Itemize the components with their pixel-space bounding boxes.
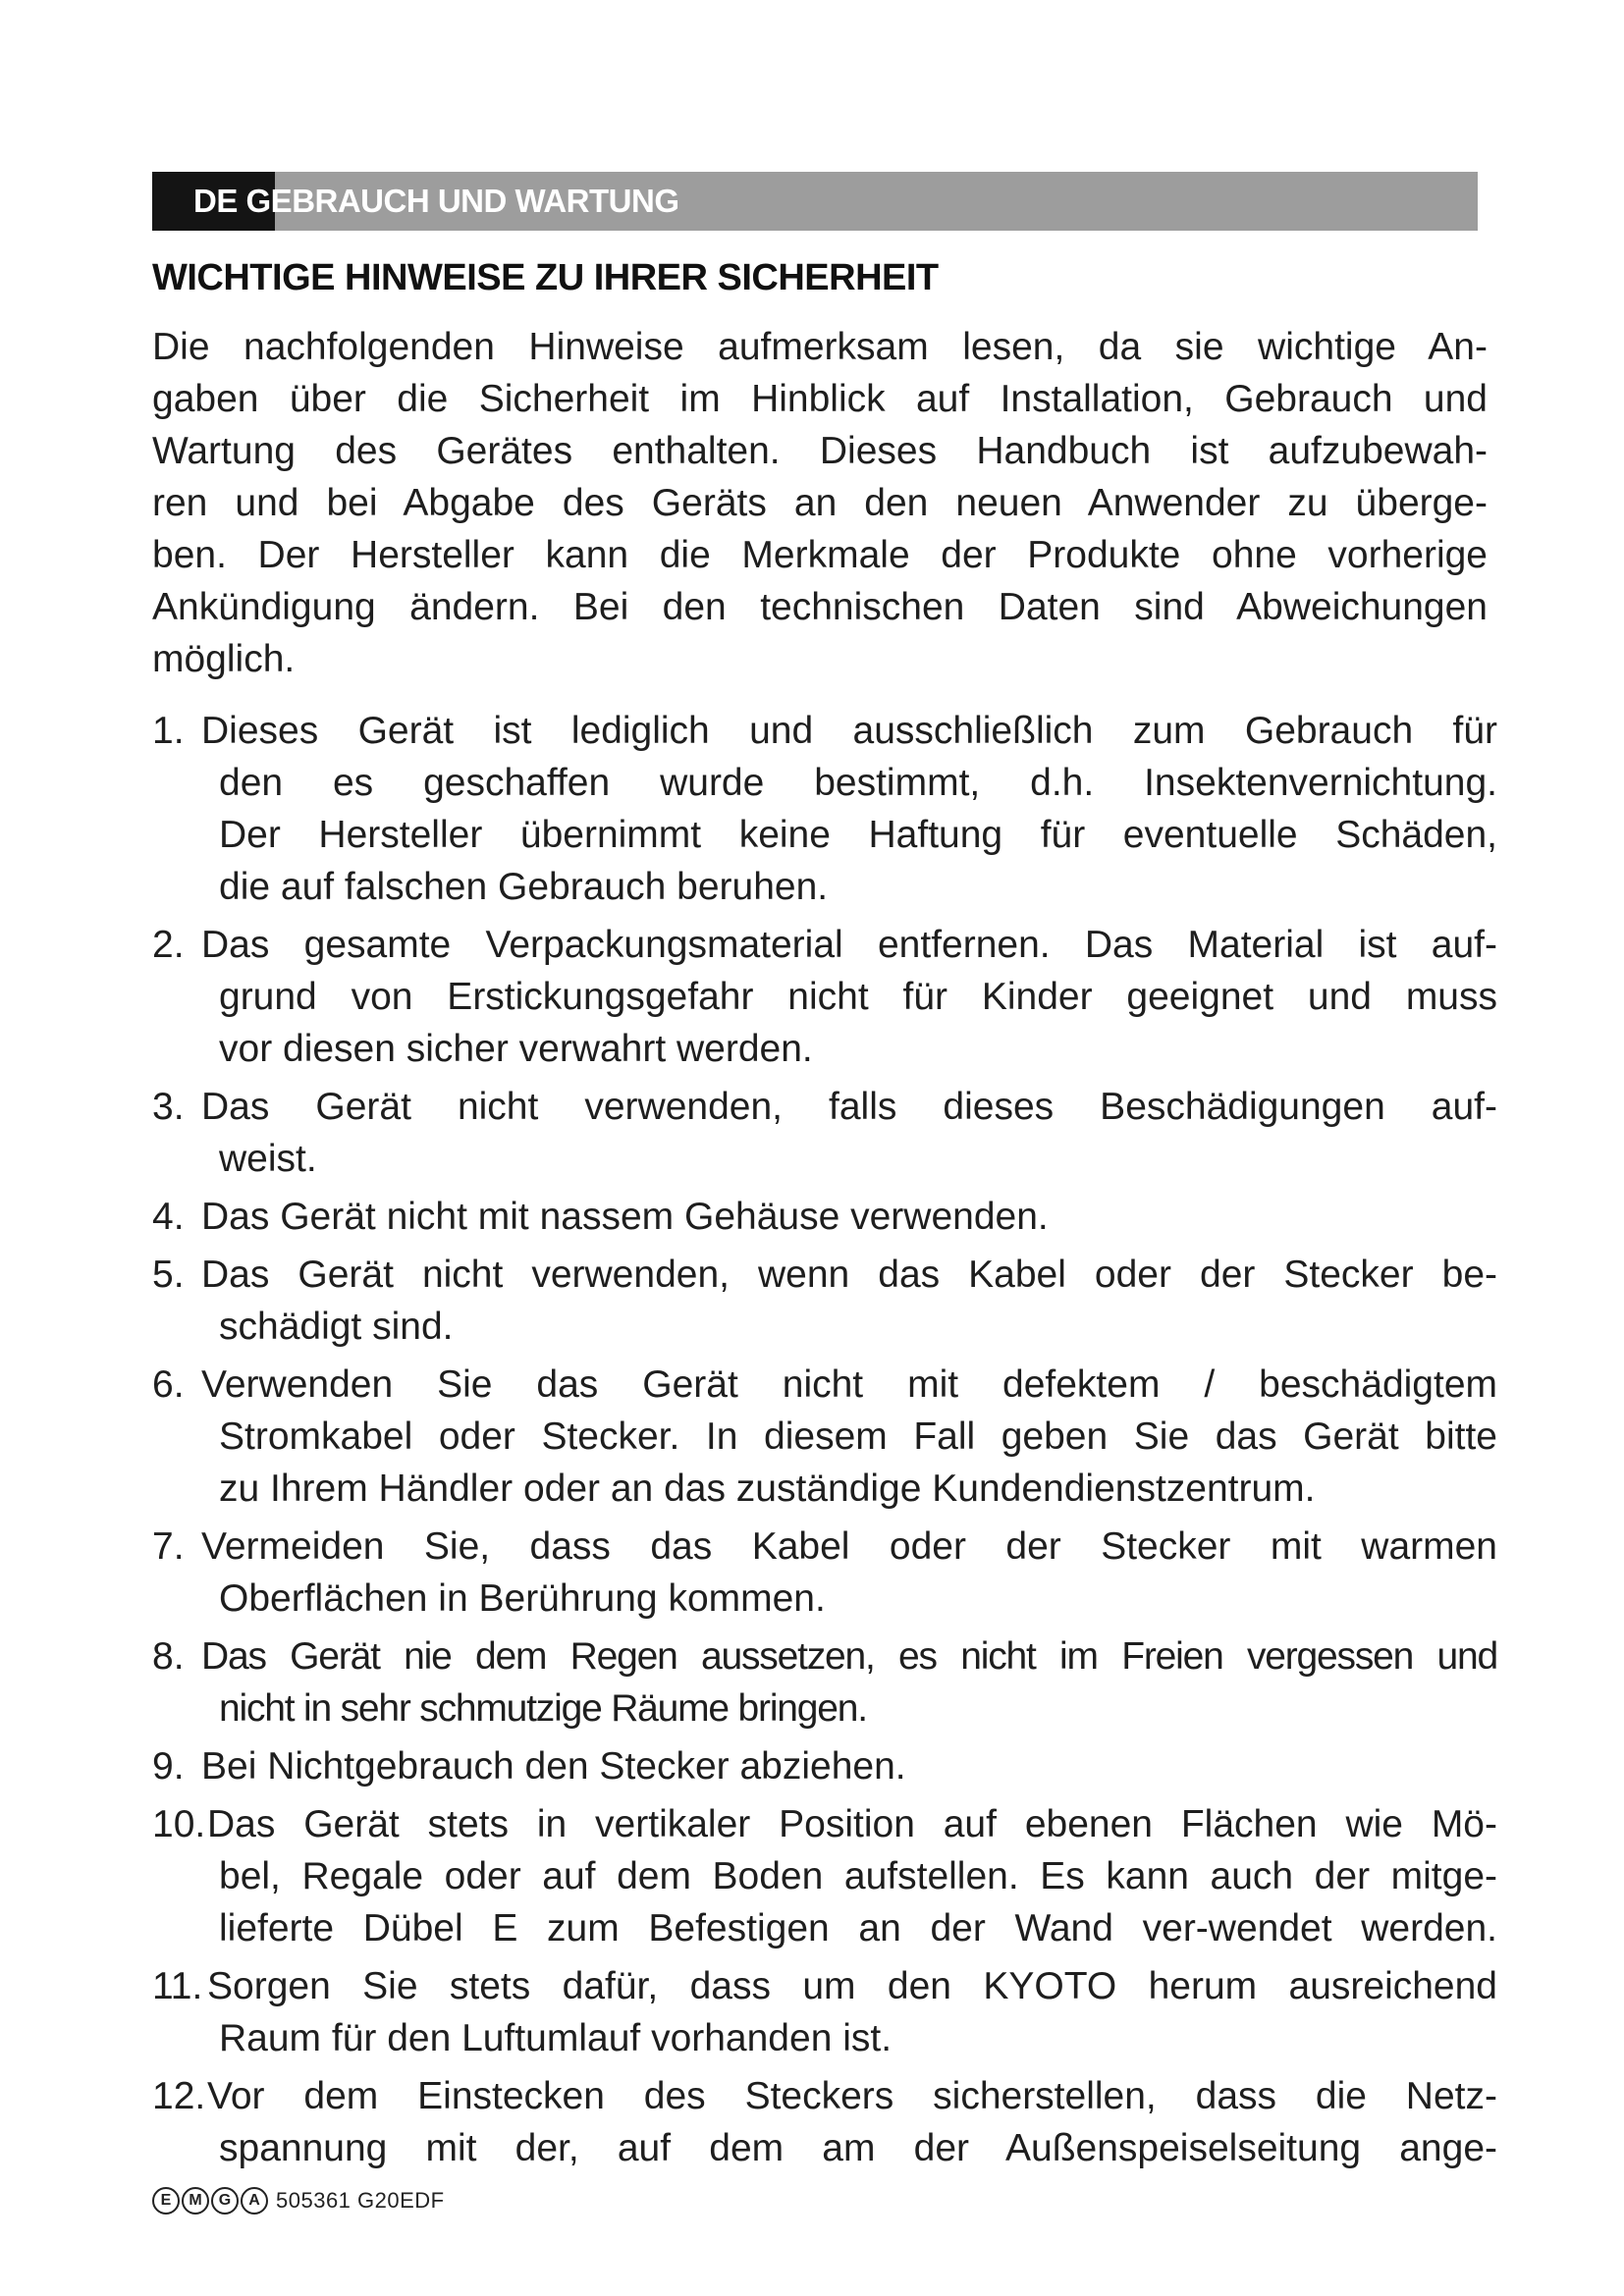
item-line: Das Gerät nicht mit nassem Gehäuse verwenden.	[201, 1196, 1049, 1238]
item-line: Stromkabel oder Stecker. In diesem Fall geben Sie das Gerät bitte	[219, 1415, 1497, 1458]
item-line: den es geschaffen wurde bestimmt, d.h. Insektenvernichtung.	[219, 762, 1497, 804]
item-number: 8.	[152, 1635, 185, 1678]
item-line: Der Hersteller übernimmt keine Haftung für eventuelle Schäden,	[219, 814, 1497, 856]
item-line: Sorgen Sie stets dafür, dass um den KYOTO herum ausreichend	[207, 1965, 1497, 2007]
section-header-label: DE GEBRAUCH UND WARTUNG	[193, 183, 679, 219]
item-line: nicht in sehr schmutzige Räume bringen.	[219, 1687, 867, 1730]
list-item	[152, 919, 1497, 1075]
item-line: Vor dem Einstecken des Steckers sicherstellen, dass die Netz-	[207, 2075, 1497, 2117]
item-line: zu Ihrem Händler oder an das zuständige Kundendienstzentrum.	[219, 1468, 1316, 1510]
logo-letter-e: E	[152, 2187, 180, 2215]
item-number: 2.	[152, 924, 185, 966]
item-number: 12.	[152, 2075, 206, 2117]
list-item	[152, 1740, 1497, 1792]
logo-letter-g: G	[211, 2187, 239, 2215]
intro-line: gaben über die Sicherheit im Hinblick auf Installation, Gebrauch und	[152, 378, 1488, 420]
list-item	[152, 1521, 1497, 1625]
document-code: 505361 G20EDF	[276, 2188, 445, 2213]
item-line: bel, Regale oder auf dem Boden aufstellen. Es kann auch der mitge-	[219, 1855, 1497, 1897]
item-line: Das Gerät nicht verwenden, falls dieses Beschädigungen auf-	[201, 1086, 1497, 1128]
item-line: Dieses Gerät ist lediglich und ausschließlich zum Gebrauch für	[201, 710, 1497, 752]
item-number: 11.	[152, 1965, 203, 2007]
list-item	[152, 1359, 1497, 1515]
item-line: weist.	[219, 1138, 317, 1180]
item-line: Das Gerät nie dem Regen aussetzen, es nicht im Freien vergessen und	[201, 1635, 1497, 1678]
item-line: Oberflächen in Berührung kommen.	[219, 1577, 826, 1620]
list-item	[152, 1960, 1497, 2064]
intro-line: möglich.	[152, 638, 296, 680]
intro-line: Ankündigung ändern. Bei den technischen Daten sind Abweichungen	[152, 586, 1488, 628]
item-line: Verwenden Sie das Gerät nicht mit defektem / beschädigtem	[201, 1363, 1497, 1406]
item-line: spannung mit der, auf dem am der Außenspeiselseitung ange-	[219, 2127, 1497, 2169]
list-item	[152, 705, 1497, 913]
item-number: 7.	[152, 1525, 185, 1568]
list-item	[152, 1798, 1497, 1954]
item-line: lieferte Dübel E zum Befestigen an der Wand ver-wendet werden.	[219, 1907, 1497, 1949]
intro-line: Die nachfolgenden Hinweise aufmerksam lesen, da sie wichtige An-	[152, 326, 1488, 368]
item-line: Das Gerät stets in vertikaler Position auf ebenen Flächen wie Mö-	[207, 1803, 1497, 1845]
list-item	[152, 1249, 1497, 1353]
item-line: vor diesen sicher verwahrt werden.	[219, 1028, 813, 1070]
item-number: 3.	[152, 1086, 185, 1128]
list-item	[152, 1191, 1497, 1243]
logo-letter-m: M	[182, 2187, 209, 2215]
item-line: Vermeiden Sie, dass das Kabel oder der Stecker mit warmen	[201, 1525, 1497, 1568]
page-footer	[152, 2184, 445, 2217]
intro-paragraph	[152, 321, 1488, 685]
intro-line: Wartung des Gerätes enthalten. Dieses Handbuch ist aufzubewah-	[152, 430, 1488, 472]
list-item	[152, 1630, 1497, 1735]
logo-letter-a: A	[241, 2187, 268, 2215]
item-number: 6.	[152, 1363, 185, 1406]
intro-line: ren und bei Abgabe des Geräts an den neuen Anwender zu überge-	[152, 482, 1488, 524]
item-number: 9.	[152, 1745, 185, 1788]
item-line: Bei Nichtgebrauch den Stecker abziehen.	[201, 1745, 906, 1788]
item-line: Das Gerät nicht verwenden, wenn das Kabel oder der Stecker be-	[201, 1254, 1497, 1296]
item-line: die auf falschen Gebrauch beruhen.	[219, 866, 829, 908]
page-title: WICHTIGE HINWEISE ZU IHRER SICHERHEIT	[152, 257, 939, 298]
item-line: Das gesamte Verpackungsmaterial entfernen. Das Material ist auf-	[201, 924, 1497, 966]
item-number: 4.	[152, 1196, 185, 1238]
item-line: schädigt sind.	[219, 1306, 454, 1348]
item-number: 10.	[152, 1803, 206, 1845]
item-number: 5.	[152, 1254, 185, 1296]
list-item	[152, 1081, 1497, 1185]
safety-list	[152, 705, 1497, 2180]
section-header-bar	[152, 172, 1478, 231]
intro-line: ben. Der Hersteller kann die Merkmale der Produkte ohne vorherige	[152, 534, 1488, 576]
item-number: 1.	[152, 710, 185, 752]
item-line: grund von Erstickungsgefahr nicht für Kinder geeignet und muss	[219, 976, 1497, 1018]
emga-logo	[152, 2187, 268, 2215]
list-item	[152, 2070, 1497, 2174]
item-line: Raum für den Luftumlauf vorhanden ist.	[219, 2017, 893, 2059]
